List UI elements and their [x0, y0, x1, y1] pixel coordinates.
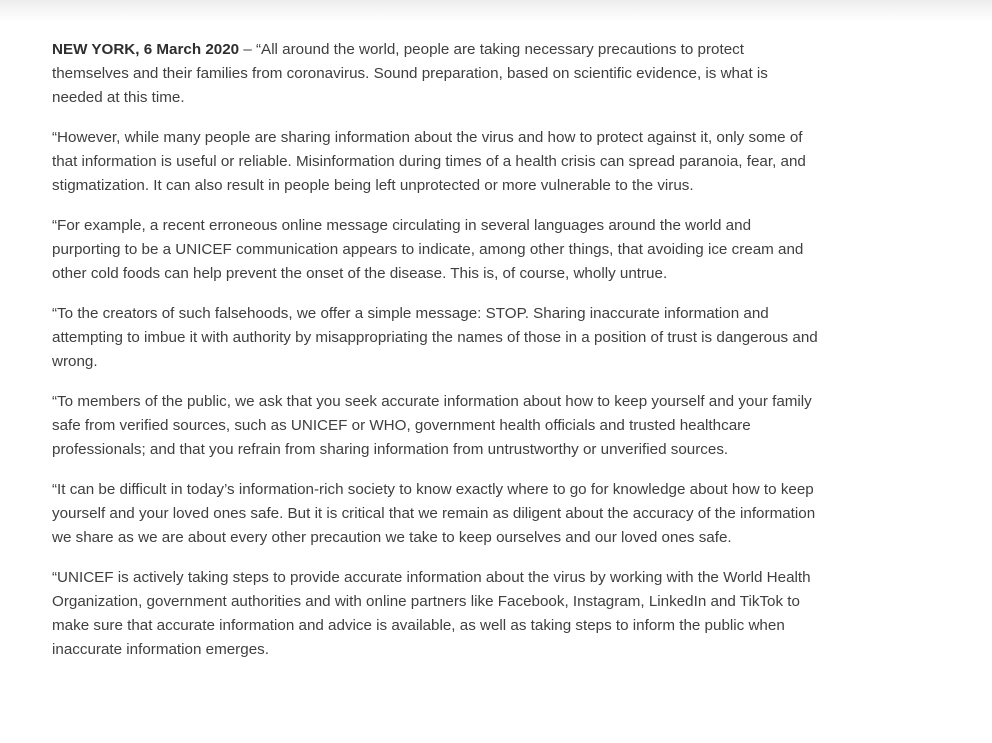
- article-paragraph-7: “UNICEF is actively taking steps to provide accurate information about the virus by working with the World Health Organization, government authorities and with online partners like Facebook, Instagram, LinkedIn and TikTok to make sure that accurate information and advice is available, as well as taking steps to inform the public when inaccurate information emerges.: [52, 569, 811, 658]
- article-paragraph-1: [52, 38, 822, 110]
- article-paragraph-6: “It can be difficult in today’s information-rich society to know exactly where to go for knowledge about how to keep yourself and your loved ones safe. But it is critical that we remain as diligent about the accuracy of the information we share as we are about every other precaution we take to keep ourselves and our loved ones safe.: [52, 481, 816, 546]
- top-header-shadow: [0, 0, 992, 22]
- dateline-separator: –: [239, 41, 256, 58]
- paragraph-text: “All around the world, people are taking necessary precautions to protect themselves and their families from coronavirus. Sound preparation, based on scientific evidence, is what is needed at this time.: [52, 41, 768, 106]
- article-paragraph-3: “For example, a recent erroneous online message circulating in several languages around the world and purporting to be a UNICEF communication appears to indicate, among other things, that avoiding ice cream and other cold foods can help prevent the onset of the disease. This is, of course, wholly untrue.: [52, 217, 804, 282]
- article-paragraph-2: “However, while many people are sharing information about the virus and how to protect against it, only some of that information is useful or reliable. Misinformation during times of a health crisis can spread paranoia, fear, and stigmatization. It can also result in people being left unprotected or more vulnerable to the virus.: [52, 129, 806, 194]
- article-dateline: NEW YORK, 6 March 2020: [52, 41, 240, 58]
- article-body: [52, 38, 822, 678]
- article-paragraph-4: “To the creators of such falsehoods, we offer a simple message: STOP. Sharing inaccurate information and attempting to imbue it with authority by misappropriating the names of those in a position of trust is dangerous and wrong.: [52, 305, 818, 370]
- article-paragraph-5: “To members of the public, we ask that you seek accurate information about how to keep yourself and your family safe from verified sources, such as UNICEF or WHO, government health officials and trusted healthcare professionals; and that you refrain from sharing information from untrustworthy or unverified sources.: [52, 393, 812, 458]
